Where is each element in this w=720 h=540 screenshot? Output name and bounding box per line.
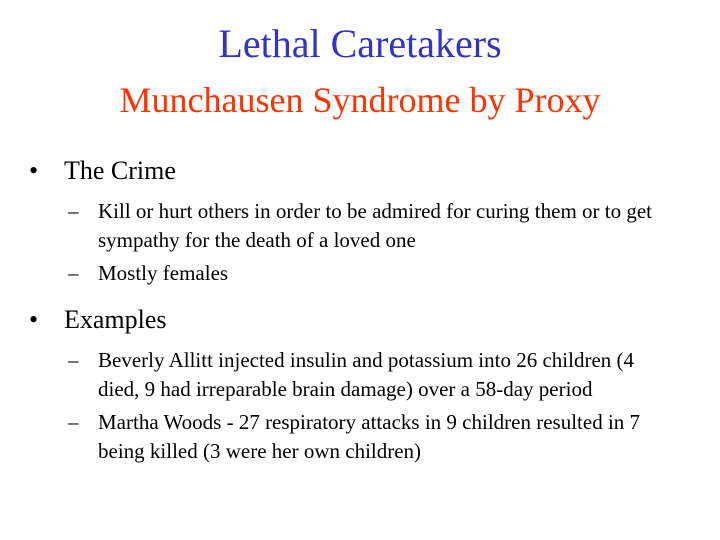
bullet-marker: • [29,305,39,334]
sub-bullet-text: Kill or hurt others in order to be admired for curing them or to get sympathy for the death of a loved one [98,199,653,252]
sub-bullet [0,259,720,288]
sub-bullet [0,346,720,404]
dash-marker: – [68,410,79,434]
sub-bullet [0,197,720,255]
dash-marker: – [68,199,79,223]
sub-bullet-text: Martha Woods - 27 respiratory attacks in 9 children resulted in 7 being killed (3 were her own children) [98,410,641,463]
bullet-examples [0,304,720,336]
bullet-marker: • [29,156,39,185]
bullet-label: The Crime [64,156,176,185]
slide-title: Lethal Caretakers [218,21,502,66]
slide-body [0,155,720,470]
slide-subtitle: Munchausen Syndrome by Proxy [119,80,601,120]
bullet-label: Examples [64,305,167,334]
sub-bullet-text: Beverly Allitt injected insulin and potassium into 26 children (4 died, 9 had irreparable brain damage) over a 58-day period [98,348,635,401]
dash-marker: – [68,348,79,372]
dash-marker: – [68,261,79,285]
sub-bullet-text: Mostly females [98,261,229,285]
sub-bullet [0,408,720,466]
bullet-the-crime [0,155,720,187]
